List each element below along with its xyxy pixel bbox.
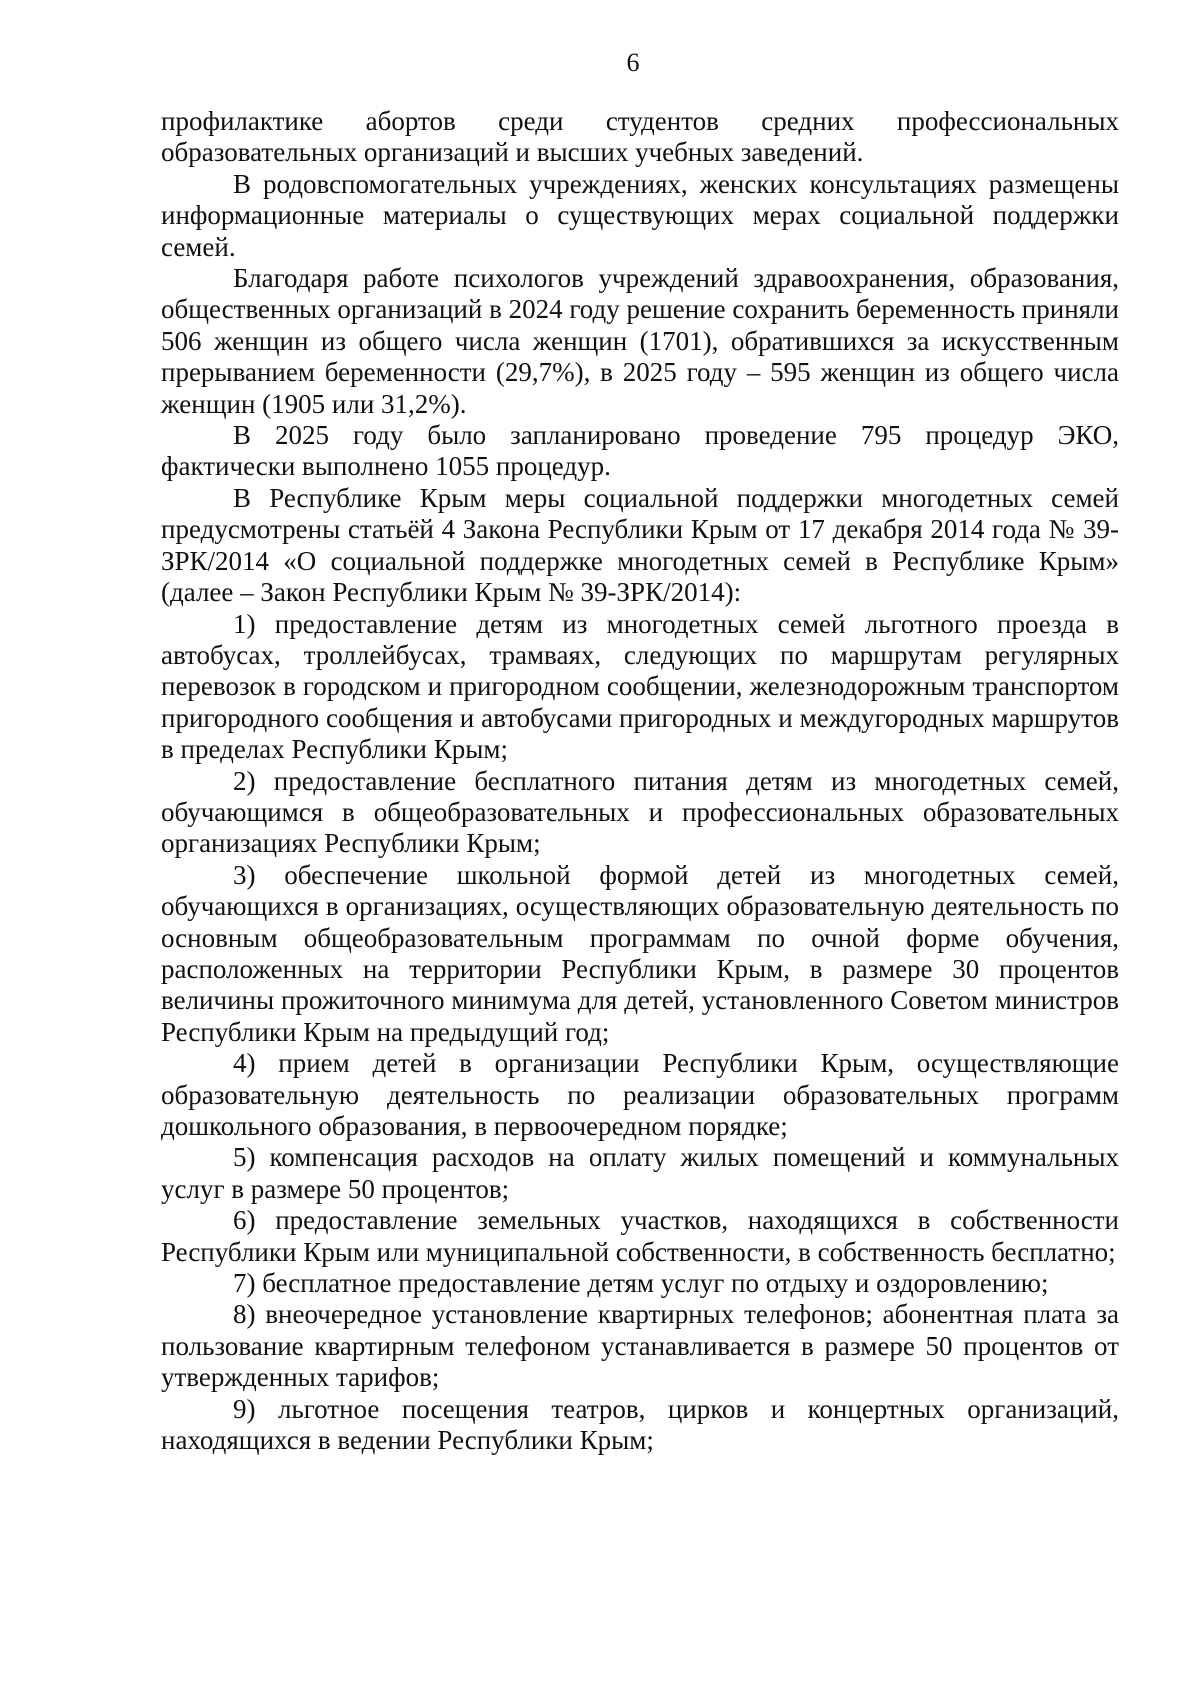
list-item-5: 5) компенсация расходов на оплату жилых помещений и коммунальных услуг в размере 50 процентов; — [161, 1142, 1119, 1204]
paragraph-info-materials: В родовспомогательных учреждениях, женских консультациях размещены информационные материалы о существующих мерах социальной поддержки семей. — [161, 168, 1119, 262]
list-item-6: 6) предоставление земельных участков, находящихся в собственности Республики Крым или муниципальной собственности, в собственность бесплатно; — [161, 1205, 1119, 1267]
list-item-8: 8) внеочередное установление квартирных телефонов; абонентная плата за пользование квартирным телефоном устанавливается в размере 50 процентов от утвержденных тарифов; — [161, 1299, 1119, 1393]
list-item-9: 9) льготное посещения театров, цирков и концертных организаций, находящихся в ведении Республики Крым; — [161, 1393, 1119, 1456]
list-item-3: 3) обеспечение школьной формой детей из многодетных семей, обучающихся в организациях, осуществляющих образовательную деятельность по основным общеобразовательным программам по очной форме обучения, расположенных на территории Республики Крым, в размере 30 процентов величины прожиточного минимума для детей, установленного Советом министров Республики Крым на предыдущий год; — [161, 859, 1119, 1047]
document-body — [161, 106, 1119, 1456]
paragraph-eco: В 2025 году было запланировано проведение 795 процедур ЭКО, фактически выполнено 1055 процедур. — [161, 420, 1119, 482]
paragraph-psychologists: Благодаря работе психологов учреждений здравоохранения, образования, общественных организаций в 2024 году решение сохранить беременность приняли 506 женщин из общего числа женщин (1701), обратившихся за искусственным прерыванием беременности (29,7%), в 2025 году – 595 женщин из общего числа женщин (1905 или 31,2%). — [161, 263, 1119, 419]
list-item-7: 7) бесплатное предоставление детям услуг по отдыху и оздоровлению; — [233, 1268, 1049, 1299]
list-item-2: 2) предоставление бесплатного питания детям из многодетных семей, обучающимся в общеобразовательных и профессиональных образовательных организациях Республики Крым; — [161, 765, 1119, 859]
paragraph-continuation: профилактике абортов среди студентов средних профессиональных образовательных организаций и высших учебных заведений. — [161, 106, 1119, 168]
list-item-4: 4) прием детей в организации Республики Крым, осуществляющие образовательную деятельность по реализации образовательных программ дошкольного образования, в первоочередном порядке; — [161, 1048, 1119, 1141]
page-number: 6 — [626, 48, 640, 77]
list-item-1: 1) предоставление детям из многодетных семей льготного проезда в автобусах, троллейбусах, трамваях, следующих по маршрутам регулярных перевозок в городском и пригородном сообщении, железнодорожным транспортом пригородного сообщения и автобусами пригородных и междугородных маршрутов в пределах Республики Крым; — [161, 608, 1119, 765]
paragraph-law-measures: В Республике Крым меры социальной поддержки многодетных семей предусмотрены статьёй 4 Закона Республики Крым от 17 декабря 2014 года № 39-ЗРК/2014 «О социальной поддержке многодетных семей в Республике Крым» (далее – Закон Республики Крым № 39-ЗРК/2014): — [161, 482, 1119, 608]
